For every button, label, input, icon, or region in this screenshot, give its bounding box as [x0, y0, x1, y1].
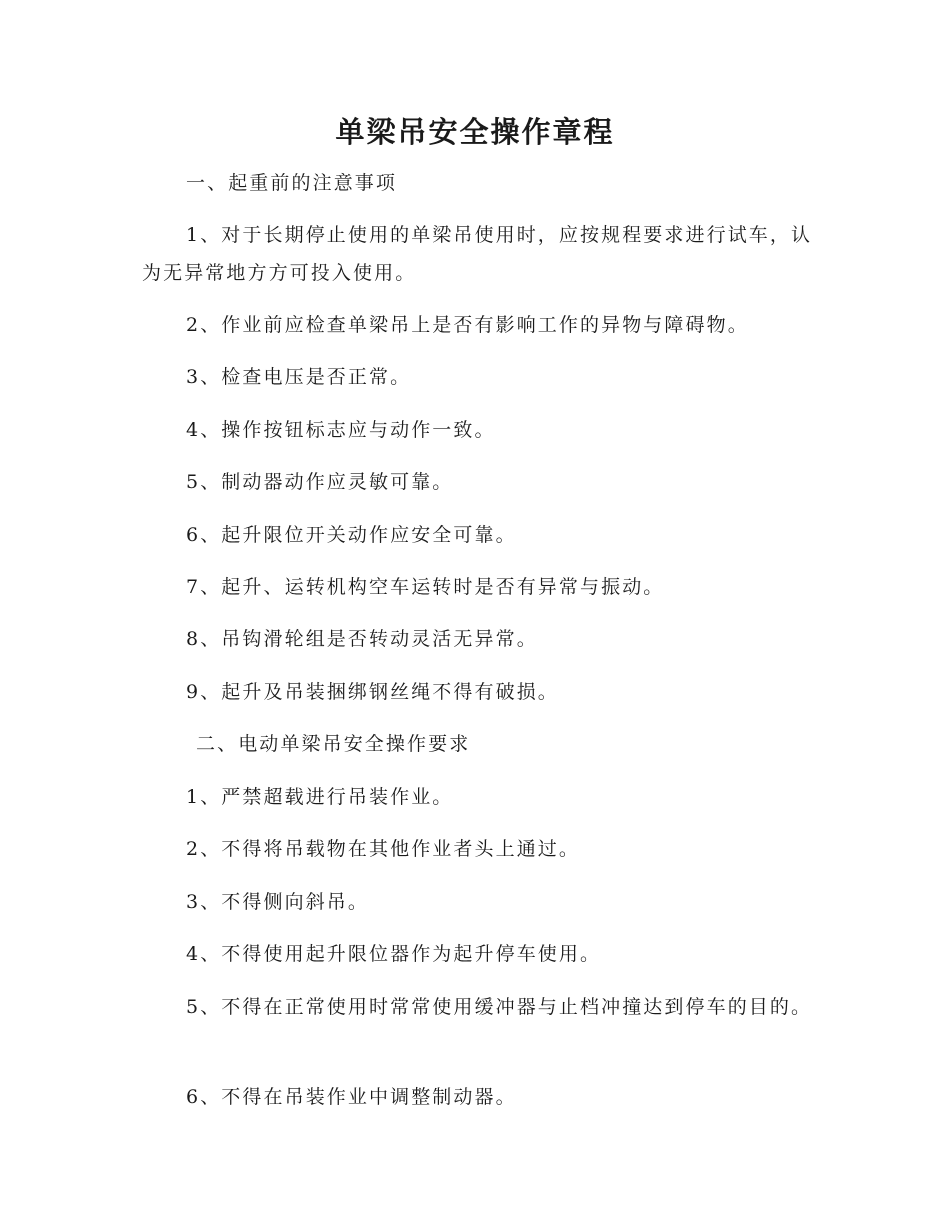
section-heading-2: 二、电动单梁吊安全操作要求 [196, 733, 471, 755]
paragraph-1-4: 4、操作按钮标志应与动作一致。 [186, 419, 496, 441]
paragraph-1-2: 2、作业前应检查单梁吊上是否有影响工作的异物与障碍物。 [186, 314, 749, 336]
paragraph-1-1: 1、对于长期停止使用的单梁吊使用时，应按规程要求进行试车，认为无异常地方方可投入使用。 [142, 224, 813, 284]
paragraph-2-6: 6、不得在吊装作业中调整制动器。 [186, 1086, 517, 1108]
page-title: 单梁吊安全操作章程 [335, 115, 615, 149]
paragraph-2-5: 5、不得在正常使用时常常使用缓冲器与止档冲撞达到停车的目的。 [186, 996, 813, 1018]
paragraph-2-4: 4、不得使用起升限位器作为起升停车使用。 [186, 943, 602, 965]
paragraph-1-3: 3、检查电压是否正常。 [186, 366, 412, 388]
paragraph-2-2: 2、不得将吊载物在其他作业者头上通过。 [186, 838, 580, 860]
paragraph-1-7: 7、起升、运转机构空车运转时是否有异常与振动。 [186, 576, 665, 598]
paragraph-1-8: 8、吊钩滑轮组是否转动灵活无异常。 [186, 628, 538, 650]
paragraph-1-9: 9、起升及吊装捆绑钢丝绳不得有破损。 [186, 681, 559, 703]
paragraph-1-6: 6、起升限位开关动作应安全可靠。 [186, 524, 517, 546]
section-heading-1: 一、起重前的注意事项 [186, 172, 398, 194]
paragraph-1-5: 5、制动器动作应灵敏可靠。 [186, 471, 454, 493]
paragraph-2-1: 1、严禁超载进行吊装作业。 [186, 786, 454, 808]
paragraph-2-3: 3、不得侧向斜吊。 [186, 891, 369, 913]
